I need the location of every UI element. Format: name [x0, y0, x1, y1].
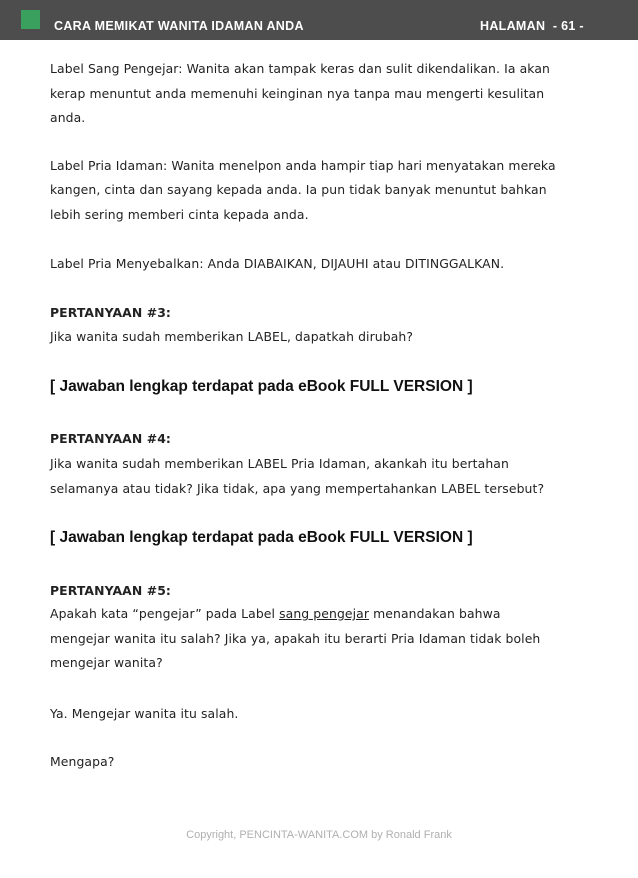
paragraph-line: Mengapa? [50, 754, 115, 769]
question-heading: PERTANYAAN #3: [50, 305, 171, 320]
underlined-term: sang pengejar [279, 606, 370, 621]
question-heading: PERTANYAAN #5: [50, 583, 171, 598]
question-text: selamanya atau tidak? Jika tidak, apa yang mempertahankan LABEL tersebut? [50, 481, 545, 496]
question-text: Jika wanita sudah memberikan LABEL, dapatkah dirubah? [50, 329, 414, 344]
footer-copyright: Copyright, PENCINTA-WANITA.COM by Ronald Frank [186, 829, 452, 841]
full-version-callout: [ Jawaban lengkap terdapat pada eBook FULL VERSION ] [50, 378, 473, 395]
question-text [50, 606, 501, 621]
question-text: Jika wanita sudah memberikan LABEL Pria Idaman, akankah itu bertahan [50, 456, 509, 471]
full-version-callout: [ Jawaban lengkap terdapat pada eBook FULL VERSION ] [50, 529, 473, 546]
green-square-icon [21, 10, 40, 29]
question-heading: PERTANYAAN #4: [50, 431, 171, 446]
paragraph-line: Label Pria Menyebalkan: Anda DIABAIKAN, DIJAUHI atau DITINGGALKAN. [50, 256, 505, 271]
paragraph-line: Label Sang Pengejar: Wanita akan tampak keras dan sulit dikendalikan. Ia akan [50, 61, 550, 76]
paragraph-line: lebih sering memberi cinta kepada anda. [50, 207, 309, 222]
question-text-part: menandakan bahwa [369, 606, 501, 621]
paragraph-line: Label Pria Idaman: Wanita menelpon anda hampir tiap hari menyatakan mereka [50, 158, 556, 173]
paragraph-line: kangen, cinta dan sayang kepada anda. Ia pun tidak banyak menuntut bahkan [50, 182, 547, 197]
answer-text: Ya. Mengejar wanita itu salah. [50, 706, 239, 721]
question-text: mengejar wanita itu salah? Jika ya, apakah itu berarti Pria Idaman tidak boleh [50, 631, 541, 646]
paragraph-line: anda. [50, 110, 86, 125]
document-title: CARA MEMIKAT WANITA IDAMAN ANDA [54, 19, 304, 33]
paragraph-line: kerap menuntut anda memenuhi keinginan nya tanpa mau mengerti kesulitan [50, 86, 545, 101]
question-text: mengejar wanita? [50, 655, 163, 670]
page-header [0, 0, 638, 40]
question-text-part: Apakah kata “pengejar” pada Label [50, 606, 280, 621]
page-number: HALAMAN - 61 - [480, 19, 584, 33]
